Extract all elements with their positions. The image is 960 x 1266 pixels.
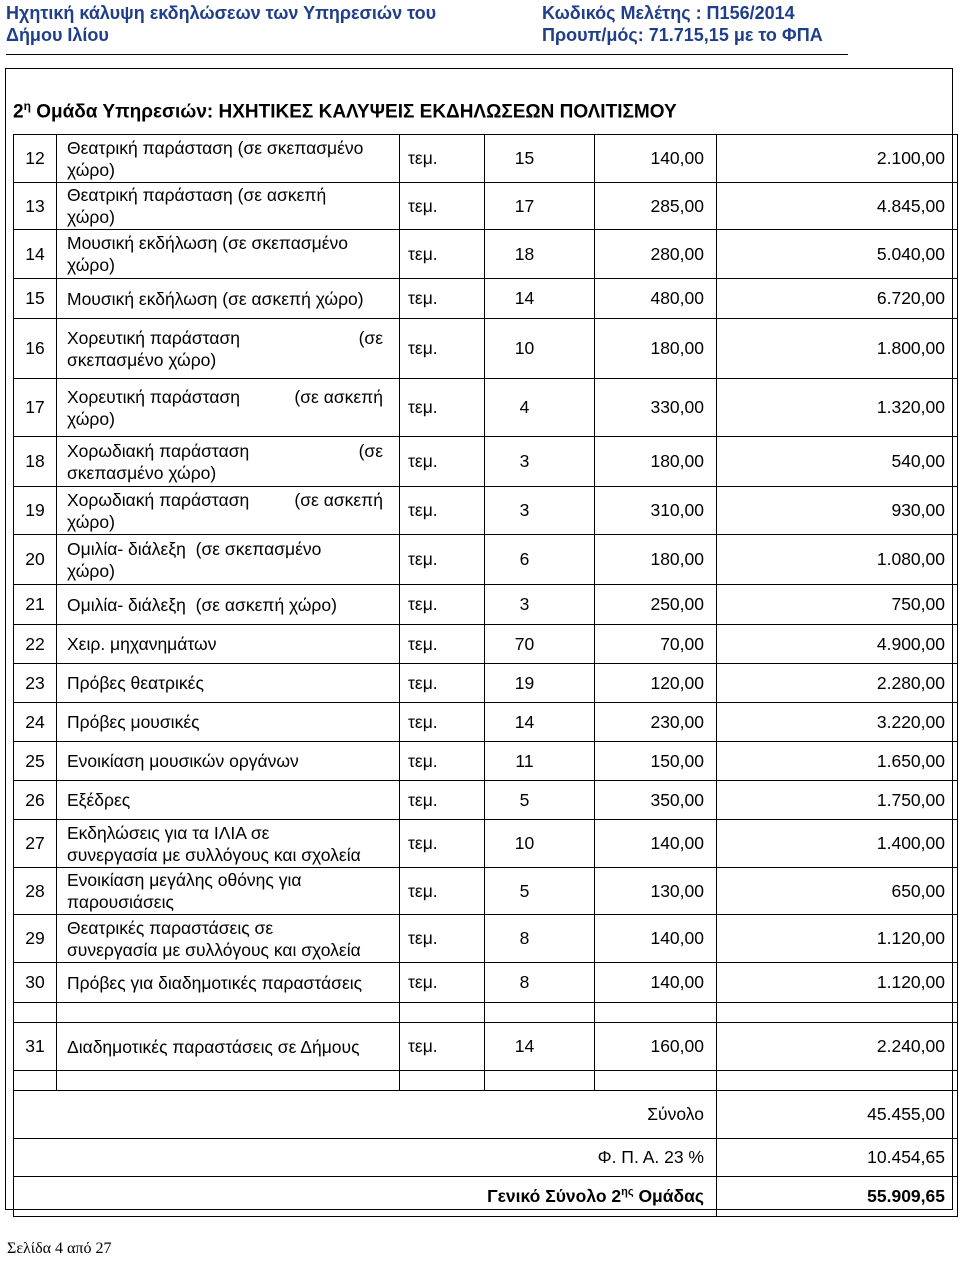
row-description-line2: χώρο) xyxy=(67,560,115,581)
row-unit-price: 180,00 xyxy=(595,535,717,585)
table-row xyxy=(14,742,958,781)
row-total: 1.120,00 xyxy=(717,963,958,1003)
row-unit: τεμ. xyxy=(400,437,485,487)
row-unit-price: 285,00 xyxy=(595,183,717,230)
row-description-line1: Θεατρική παράσταση (σε ασκεπή xyxy=(67,185,327,205)
header-title-line2: Δήμου Ιλίου xyxy=(6,25,109,45)
table-row xyxy=(14,135,958,183)
row-unit-price: 180,00 xyxy=(595,437,717,487)
row-total: 6.720,00 xyxy=(717,279,958,319)
vat-label: Φ. Π. Α. 23 % xyxy=(14,1139,717,1177)
row-description-line1: Θεατρικές παραστάσεις σε xyxy=(67,917,274,938)
row-number: 30 xyxy=(14,963,57,1003)
row-unit-price: 480,00 xyxy=(595,279,717,319)
row-unit-price: 140,00 xyxy=(595,135,717,183)
row-unit-price: 140,00 xyxy=(595,820,717,868)
table-row xyxy=(14,781,958,820)
grand-total-value: 55.909,65 xyxy=(717,1177,958,1217)
header-title-line1: Ηχητική κάλυψη εκδηλώσεων των Υπηρεσιών του xyxy=(6,3,437,23)
subtotal-row xyxy=(14,1091,958,1139)
row-number: 12 xyxy=(14,135,57,183)
row-unit-price: 150,00 xyxy=(595,742,717,781)
table-row xyxy=(14,703,958,742)
row-number: 23 xyxy=(14,664,57,703)
row-description xyxy=(57,183,400,230)
row-description: Χειρ. μηχανημάτων xyxy=(57,625,400,664)
row-description xyxy=(57,915,400,963)
row-total: 1.650,00 xyxy=(717,742,958,781)
row-quantity: 8 xyxy=(485,963,595,1003)
row-description-line1-end: (σε ασκεπή xyxy=(294,489,383,510)
row-number: 22 xyxy=(14,625,57,664)
row-unit-price: 310,00 xyxy=(595,487,717,535)
row-unit-price: 140,00 xyxy=(595,915,717,963)
row-description xyxy=(57,535,400,585)
row-total: 4.900,00 xyxy=(717,625,958,664)
row-description-line1: Μουσική εκδήλωση (σε σκεπασμένο xyxy=(67,233,349,253)
row-number: 28 xyxy=(14,868,57,915)
row-unit-price: 130,00 xyxy=(595,868,717,915)
row-quantity: 18 xyxy=(485,230,595,279)
row-total: 1.120,00 xyxy=(717,915,958,963)
row-description-line2: συνεργασία με συλλόγους και σχολεία xyxy=(67,939,361,960)
row-quantity: 15 xyxy=(485,135,595,183)
row-total: 1.320,00 xyxy=(717,379,958,437)
row-unit: τεμ. xyxy=(400,742,485,781)
row-quantity: 4 xyxy=(485,379,595,437)
row-unit: τεμ. xyxy=(400,487,485,535)
row-total: 1.750,00 xyxy=(717,781,958,820)
row-unit: τεμ. xyxy=(400,230,485,279)
row-unit: τεμ. xyxy=(400,279,485,319)
row-quantity: 5 xyxy=(485,781,595,820)
row-total: 4.845,00 xyxy=(717,183,958,230)
section-title-number: 2 xyxy=(13,101,24,123)
grand-total-row xyxy=(14,1177,958,1217)
row-quantity: 14 xyxy=(485,1023,595,1071)
spacer-row xyxy=(14,1003,958,1023)
row-unit-price: 350,00 xyxy=(595,781,717,820)
row-description-line2: χώρο) xyxy=(67,511,115,532)
row-quantity: 5 xyxy=(485,868,595,915)
row-description-line2: χώρο) xyxy=(67,408,115,429)
row-quantity: 17 xyxy=(485,183,595,230)
row-description-line2: χώρο) xyxy=(67,159,115,180)
row-description: Πρόβες μουσικές xyxy=(57,703,400,742)
row-description: Διαδημοτικές παραστάσεις σε Δήμους xyxy=(57,1023,400,1071)
table-row xyxy=(14,868,958,915)
row-unit: τεμ. xyxy=(400,319,485,379)
row-quantity: 14 xyxy=(485,279,595,319)
table-row xyxy=(14,279,958,319)
section-title-text: Ομάδα Υπηρεσιών: ΗΧΗΤΙΚΕΣ ΚΑΛΥΨΕΙΣ ΕΚΔΗΛΩΣΕΩΝ ΠΟΛΙΤΙΣΜΟΥ xyxy=(30,101,677,123)
grand-total-label-main: Γενικό Σύνολο 2 xyxy=(487,1186,622,1206)
row-description-line2: σκεπασμένο χώρο) xyxy=(67,462,217,483)
row-total: 540,00 xyxy=(717,437,958,487)
row-description xyxy=(57,868,400,915)
row-quantity: 6 xyxy=(485,535,595,585)
row-number: 14 xyxy=(14,230,57,279)
row-description-line2: χώρο) xyxy=(67,207,115,227)
header-underline xyxy=(6,54,848,55)
row-total: 1.080,00 xyxy=(717,535,958,585)
row-number: 17 xyxy=(14,379,57,437)
row-unit-price: 230,00 xyxy=(595,703,717,742)
row-unit: τεμ. xyxy=(400,535,485,585)
row-unit: τεμ. xyxy=(400,183,485,230)
row-quantity: 3 xyxy=(485,437,595,487)
row-number: 29 xyxy=(14,915,57,963)
row-total: 750,00 xyxy=(717,585,958,625)
row-unit-price: 120,00 xyxy=(595,664,717,703)
row-description-line1-end: (σε xyxy=(358,327,383,348)
row-number: 24 xyxy=(14,703,57,742)
header-budget: Προυπ/μός: 71.715,15 με το ΦΠΑ xyxy=(542,25,823,45)
row-quantity: 10 xyxy=(485,319,595,379)
table-row xyxy=(14,820,958,868)
row-unit: τεμ. xyxy=(400,703,485,742)
row-number: 20 xyxy=(14,535,57,585)
row-total: 2.240,00 xyxy=(717,1023,958,1071)
page-number: Σελίδα 4 από 27 xyxy=(7,1240,112,1257)
row-number: 26 xyxy=(14,781,57,820)
services-table xyxy=(13,134,958,1217)
spacer-row xyxy=(14,1071,958,1091)
table-row xyxy=(14,437,958,487)
row-number: 31 xyxy=(14,1023,57,1071)
row-description-line1-end: (σε xyxy=(358,440,383,461)
row-unit-price: 330,00 xyxy=(595,379,717,437)
row-number: 21 xyxy=(14,585,57,625)
table-row xyxy=(14,625,958,664)
table-row xyxy=(14,535,958,585)
row-total: 930,00 xyxy=(717,487,958,535)
row-unit-price: 180,00 xyxy=(595,319,717,379)
row-description xyxy=(57,437,400,487)
table-row xyxy=(14,230,958,279)
row-unit: τεμ. xyxy=(400,585,485,625)
table-row xyxy=(14,379,958,437)
table-row xyxy=(14,487,958,535)
row-description-line1: Χορωδιακή παράσταση xyxy=(67,440,250,461)
row-description xyxy=(57,487,400,535)
table-row xyxy=(14,915,958,963)
row-unit: τεμ. xyxy=(400,868,485,915)
row-quantity: 11 xyxy=(485,742,595,781)
subtotal-label: Σύνολο xyxy=(14,1091,717,1139)
vat-value: 10.454,65 xyxy=(717,1139,958,1177)
section-title-ordinal: η xyxy=(23,99,31,113)
row-unit: τεμ. xyxy=(400,1023,485,1071)
row-description-line1-end: (σε ασκεπή xyxy=(294,386,383,407)
grand-total-label xyxy=(14,1177,717,1217)
row-unit: τεμ. xyxy=(400,781,485,820)
row-quantity: 3 xyxy=(485,487,595,535)
row-description: Ενοικίαση μουσικών οργάνων xyxy=(57,742,400,781)
row-quantity: 19 xyxy=(485,664,595,703)
row-unit: τεμ. xyxy=(400,625,485,664)
row-number: 25 xyxy=(14,742,57,781)
row-unit-price: 250,00 xyxy=(595,585,717,625)
table-row xyxy=(14,664,958,703)
row-description: Μουσική εκδήλωση (σε ασκεπή χώρο) xyxy=(57,279,400,319)
table-row xyxy=(14,183,958,230)
row-description xyxy=(57,820,400,868)
row-quantity: 14 xyxy=(485,703,595,742)
row-description-line1: Χορευτική παράσταση xyxy=(67,327,241,348)
header-study-info xyxy=(542,2,823,46)
row-total: 3.220,00 xyxy=(717,703,958,742)
row-unit-price: 140,00 xyxy=(595,963,717,1003)
row-description-line1: Χορευτική παράσταση xyxy=(67,386,241,407)
row-unit: τεμ. xyxy=(400,135,485,183)
row-quantity: 8 xyxy=(485,915,595,963)
section-title xyxy=(13,99,677,123)
header-study-code: Κωδικός Μελέτης : Π156/2014 xyxy=(542,3,795,23)
header-title xyxy=(6,2,436,46)
row-description xyxy=(57,135,400,183)
row-number: 13 xyxy=(14,183,57,230)
row-total: 5.040,00 xyxy=(717,230,958,279)
subtotal-value: 45.455,00 xyxy=(717,1091,958,1139)
row-quantity: 3 xyxy=(485,585,595,625)
row-unit: τεμ. xyxy=(400,915,485,963)
row-number: 16 xyxy=(14,319,57,379)
row-total: 650,00 xyxy=(717,868,958,915)
row-unit: τεμ. xyxy=(400,963,485,1003)
table-row xyxy=(14,963,958,1003)
row-description xyxy=(57,319,400,379)
row-description-line2: συνεργασία με συλλόγους και σχολεία xyxy=(67,844,361,865)
row-number: 27 xyxy=(14,820,57,868)
row-description-line2: σκεπασμένο χώρο) xyxy=(67,349,217,370)
grand-total-label-end: Ομάδας xyxy=(633,1186,704,1206)
row-description: Ομιλία- διάλεξη (σε ασκεπή χώρο) xyxy=(57,585,400,625)
row-description xyxy=(57,230,400,279)
table-row xyxy=(14,585,958,625)
table-row xyxy=(14,319,958,379)
row-description-line1: Χορωδιακή παράσταση xyxy=(67,489,250,510)
row-total: 1.800,00 xyxy=(717,319,958,379)
grand-total-label-ordinal: ης xyxy=(621,1186,634,1199)
row-description: Πρόβες για διαδημοτικές παραστάσεις xyxy=(57,963,400,1003)
vat-row xyxy=(14,1139,958,1177)
row-description-line1: Θεατρική παράσταση (σε σκεπασμένο xyxy=(67,137,364,158)
table-row xyxy=(14,1023,958,1071)
row-unit: τεμ. xyxy=(400,379,485,437)
row-description-line2: χώρο) xyxy=(67,255,115,275)
row-total: 2.280,00 xyxy=(717,664,958,703)
row-number: 15 xyxy=(14,279,57,319)
row-unit-price: 160,00 xyxy=(595,1023,717,1071)
row-number: 18 xyxy=(14,437,57,487)
row-description: Πρόβες θεατρικές xyxy=(57,664,400,703)
row-unit: τεμ. xyxy=(400,664,485,703)
row-unit-price: 280,00 xyxy=(595,230,717,279)
row-description-line2: παρουσιάσεις xyxy=(67,892,174,912)
row-quantity: 10 xyxy=(485,820,595,868)
row-total: 1.400,00 xyxy=(717,820,958,868)
row-total: 2.100,00 xyxy=(717,135,958,183)
row-description-line1: Ενοικίαση μεγάλης οθόνης για xyxy=(67,870,302,890)
row-description: Εξέδρες xyxy=(57,781,400,820)
row-description-line1: Εκδηλώσεις για τα ΙΛΙΑ σε xyxy=(67,822,270,843)
row-number: 19 xyxy=(14,487,57,535)
row-unit-price: 70,00 xyxy=(595,625,717,664)
row-description-line1: Ομιλία- διάλεξη (σε σκεπασμένο xyxy=(67,538,322,559)
row-description xyxy=(57,379,400,437)
row-unit: τεμ. xyxy=(400,820,485,868)
row-quantity: 70 xyxy=(485,625,595,664)
